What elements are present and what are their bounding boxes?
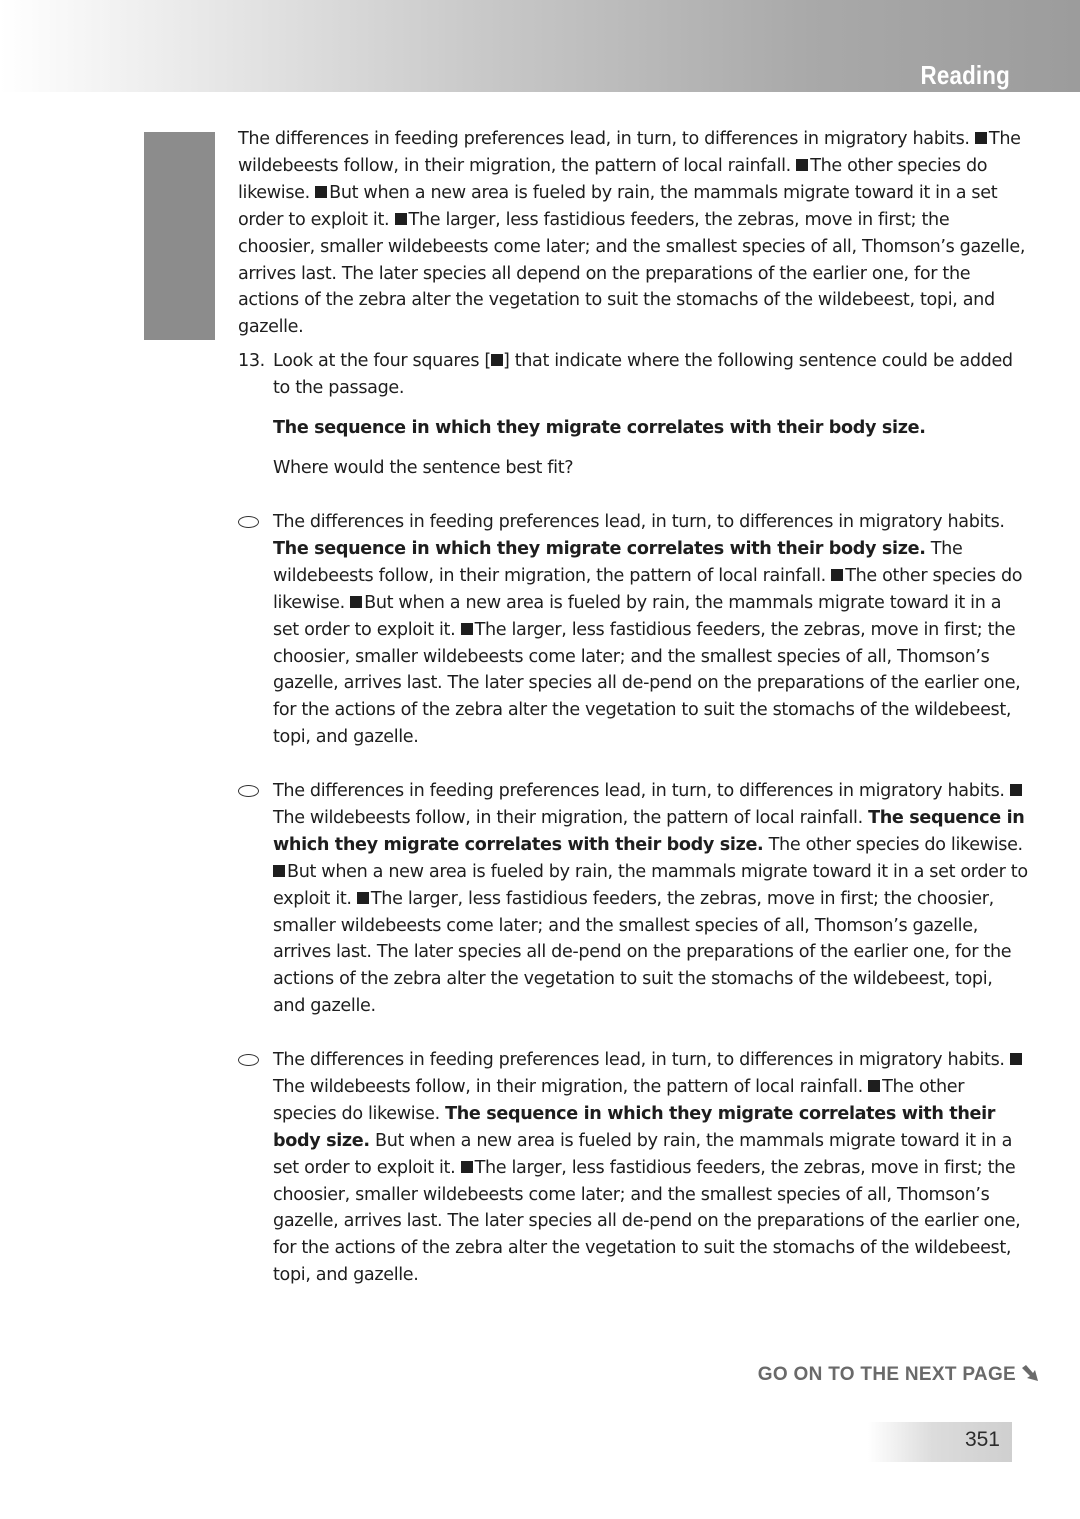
insertion-square-icon bbox=[350, 596, 362, 608]
header-band bbox=[0, 0, 1080, 92]
insertion-square-icon bbox=[315, 186, 327, 198]
answer-option-1[interactable] bbox=[238, 509, 1028, 751]
insert-sentence: The sequence in which they migrate correlates with their body size. bbox=[273, 417, 926, 438]
passage-sentence-5: The larger, less fastidious feeders, the zebras, move in first; the choosier, smaller wildebeests come later; and the smallest species of all, Thomson’s gazelle, arrives last. The later species all depend on the preparations of the earlier one, for the actions of the zebra alter the vegetation to suit the stomachs of the wildebeest, topi, and gazelle. bbox=[238, 209, 1026, 338]
next-page-arrow-icon bbox=[1020, 1363, 1040, 1389]
radio-button-icon[interactable] bbox=[238, 1054, 259, 1066]
option-text: The differences in feeding preferences lead, in turn, to differences in migratory habits. The wildebeests follow, in their migration, the pattern of local rainfall. The other species do likewise. The sequence in which they migrate correlates with their body size. But when a new area is fueled by rain, the mammals migrate toward it in a set order to exploit it. The larger, less fastidious feeders, the zebras, move in first; the choosier, smaller wildebeests come later; and the smallest species of all, Thomson’s gazelle, arrives last. The later species all de-pend on the preparations of the earlier one, for the actions of the zebra alter the vegetation to suit the stomachs of the wildebeest, topi, and gazelle. bbox=[273, 1050, 1021, 1286]
insertion-square-icon bbox=[273, 865, 285, 877]
radio-button-icon[interactable] bbox=[238, 785, 259, 797]
next-page-link[interactable]: GO ON TO THE NEXT PAGE bbox=[758, 1363, 1040, 1389]
insertion-square-icon bbox=[357, 892, 369, 904]
insertion-square-icon bbox=[491, 354, 503, 366]
question-prompt: Where would the sentence best fit? bbox=[273, 457, 574, 478]
option-text: The differences in feeding preferences lead, in turn, to differences in migratory habits. The sequence in which they migrate correlates with their body size. The wildebeests follow, in their migration, the pattern of local rainfall. The other species do likewise. But when a new area is fueled by rain, the mammals migrate toward it in a set order to exploit it. The larger, less fastidious feeders, the zebras, move in first; the choosier, smaller wildebeests come later; and the smallest species of all, Thomson’s gazelle, arrives last. The later species all de-pend on the preparations of the earlier one, for the actions of the zebra alter the vegetation to suit the stomachs of the wildebeest, topi, and gazelle. bbox=[273, 512, 1023, 748]
page-number: 351 bbox=[964, 1428, 1000, 1451]
insertion-square-icon bbox=[831, 569, 843, 581]
option-text: The differences in feeding preferences lead, in turn, to differences in migratory habits. The wildebeests follow, in their migration, the pattern of local rainfall. The sequence in which they migrate correlates with their body size. The other species do likewise. But when a new area is fueled by rain, the mammals migrate toward it in a set order to exploit it. The larger, less fastidious feeders, the zebras, move in first; the choosier, smaller wildebeests come later; and the smallest species of all, Thomson’s gazelle, arrives last. The later species all de-pend on the preparations of the earlier one, for the actions of the zebra alter the vegetation to suit the stomachs of the wildebeest, topi, and gazelle. bbox=[273, 781, 1028, 1017]
insertion-square-icon bbox=[1010, 784, 1022, 796]
insertion-square-icon bbox=[796, 159, 808, 171]
answer-option-3[interactable] bbox=[238, 1047, 1028, 1289]
passage-sentence-1: The differences in feeding preferences lead, in turn, to differences in migratory habits. bbox=[238, 129, 970, 149]
reading-passage bbox=[238, 126, 1028, 341]
answer-option-2[interactable] bbox=[238, 778, 1028, 1020]
insertion-square-icon bbox=[395, 213, 407, 225]
question-number: 13. bbox=[238, 351, 265, 371]
section-title: Reading bbox=[920, 60, 1010, 90]
side-tab bbox=[144, 132, 215, 340]
insertion-square-icon bbox=[868, 1080, 880, 1092]
passage-sentence-2: The wildebeests follow, in their migration, the pattern of local rainfall. bbox=[238, 129, 1021, 176]
passage-sentence-4: But when a new area is fueled by rain, the mammals migrate toward it in a set order to exploit it. bbox=[238, 182, 998, 230]
radio-button-icon[interactable] bbox=[238, 516, 259, 528]
passage-sentence-3: The other species do likewise. bbox=[238, 155, 988, 203]
page-number-box bbox=[868, 1422, 1012, 1462]
insertion-square-icon bbox=[461, 623, 473, 635]
question-13 bbox=[238, 348, 1028, 482]
insertion-square-icon bbox=[1010, 1053, 1022, 1065]
insertion-square-icon bbox=[975, 132, 987, 144]
insertion-square-icon bbox=[461, 1161, 473, 1173]
question-text: Look at the four squares [ ] that indicate where the following sentence could be added to the passage. bbox=[273, 351, 1013, 398]
